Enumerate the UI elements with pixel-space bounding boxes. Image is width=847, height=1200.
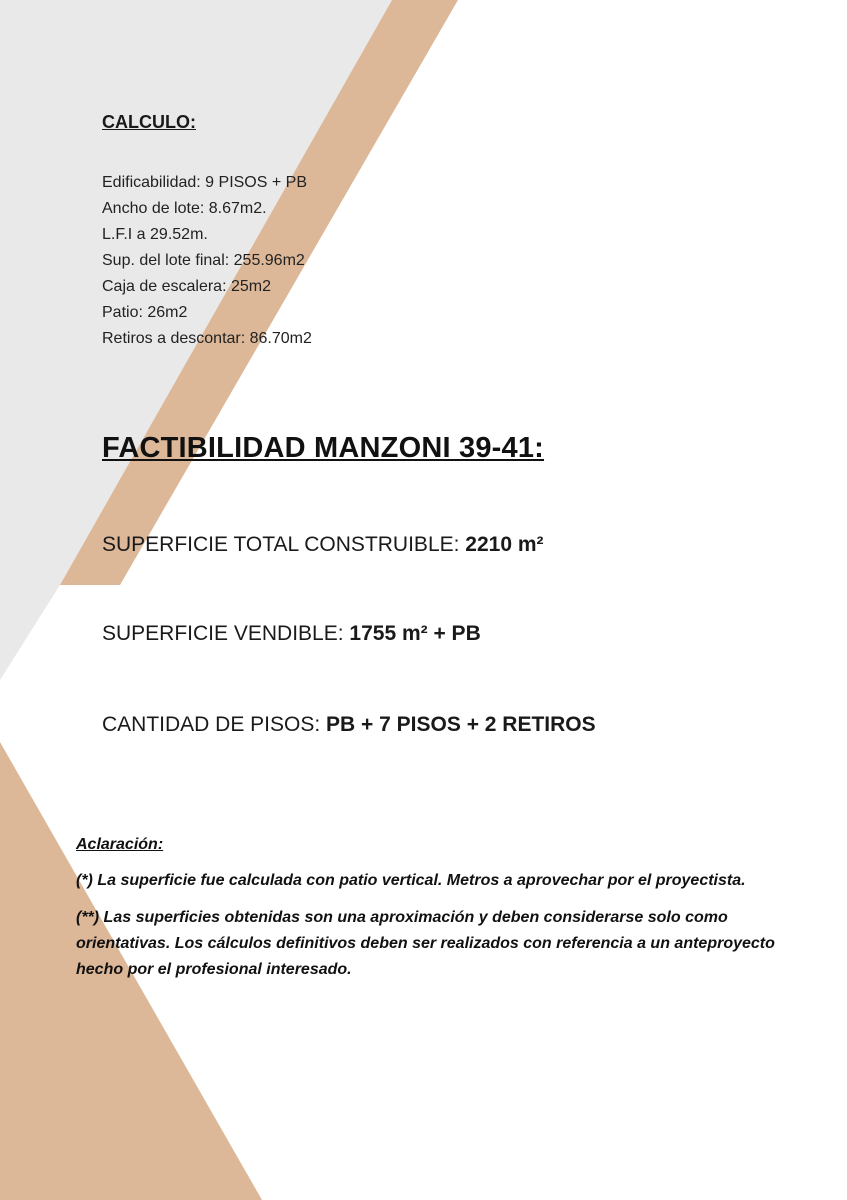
aclaracion-note-1: (*) La superficie fue calculada con patio vertical. Metros a aprovechar por el proyectista. [76,872,746,889]
calculo-list [102,170,312,352]
cantidad-pisos-line [102,713,596,737]
aclaracion-heading: Aclaración: [76,836,164,853]
superficie-vendible-label: SUPERFICIE VENDIBLE: [102,622,350,645]
calculo-item-ancho-lote: Ancho de lote: 8.67m2. [102,200,267,217]
calculo-item-edificabilidad: Edificabilidad: 9 PISOS + PB [102,174,307,191]
calculo-item-caja-escalera: Caja de escalera: 25m2 [102,278,271,295]
superficie-total-line [102,533,544,557]
calculo-item-patio: Patio: 26m2 [102,304,188,321]
cantidad-pisos-label: CANTIDAD DE PISOS: [102,713,327,736]
aclaracion-section [76,836,796,994]
superficie-vendible-value: 1755 m² + PB [349,622,481,645]
superficie-total-value: 2210 m² [465,533,544,556]
cantidad-pisos-value: PB + 7 PISOS + 2 RETIROS [326,713,596,736]
aclaracion-note-2: (**) Las superficies obtenidas son una aproximación y deben considerarse solo como orientativas. Los cálculos definitivos deben ser realizados con referencia a un anteproyecto hecho por el profesional interesado. [76,909,775,978]
superficie-total-label: SUPERFICIE TOTAL CONSTRUIBLE: [102,533,466,556]
calculo-item-retiros: Retiros a descontar: 86.70m2 [102,330,312,347]
factibilidad-title: FACTIBILIDAD MANZONI 39-41: [102,432,545,464]
superficie-vendible-line [102,622,481,646]
calculo-item-sup-lote: Sup. del lote final: 255.96m2 [102,252,305,269]
calculo-item-lfi: L.F.I a 29.52m. [102,226,208,243]
calculo-heading: CALCULO: [102,112,196,132]
